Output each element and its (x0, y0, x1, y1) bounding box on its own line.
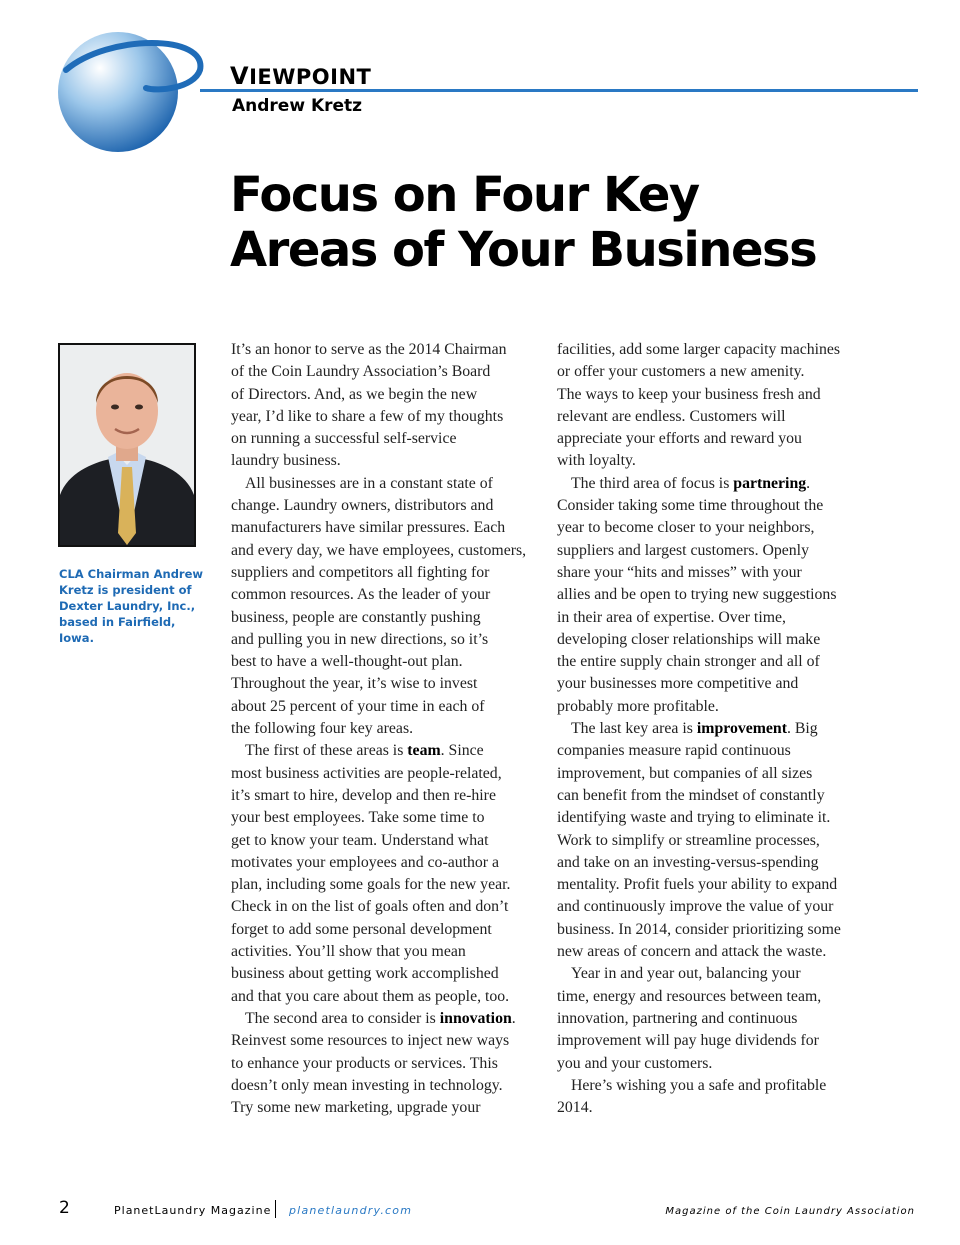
text-line: most business activities are people-related, (231, 764, 502, 782)
text-line: get to know your team. Understand what (231, 831, 489, 849)
text-line: improvement, but companies of all sizes (557, 764, 813, 782)
text-line: and that you care about them as people, too. (231, 987, 510, 1005)
text-line: Reinvest some resources to inject new ways (231, 1032, 510, 1050)
text-line: business, people are constantly pushing (231, 608, 481, 626)
text-line: . (806, 474, 811, 492)
text-line: time, energy and resources between team, (557, 987, 822, 1005)
website-link[interactable]: planetlaundry.com (289, 1204, 413, 1217)
text-line: doesn’t only mean investing in technology. (231, 1076, 503, 1094)
paragraph (231, 339, 531, 473)
text-line: new areas of concern and attack the waste. (557, 943, 827, 961)
text-line: improvement will pay huge dividends for (557, 1032, 819, 1050)
text-line: business about getting work accomplished (231, 965, 499, 983)
section-label: VIEWPOINT (230, 62, 372, 90)
text-line: plan, including some goals for the new year. (231, 876, 511, 894)
paragraph (231, 740, 531, 1008)
text-line: your businesses more competitive and (557, 675, 799, 693)
paragraph (557, 718, 857, 963)
text-line: motivates your employees and co-author a (231, 853, 500, 871)
text-line: common resources. As the leader of your (231, 586, 491, 604)
text-line: companies measure rapid continuous (557, 742, 791, 760)
text-line: The last key area is (571, 720, 697, 738)
text-line: developing closer relationships will make (557, 630, 821, 648)
page-number: 2 (59, 1198, 70, 1218)
text-line: best to have a well-thought-out plan. (231, 653, 463, 671)
keyword-partnering: partnering (733, 474, 807, 492)
author-photo (58, 343, 196, 547)
text-line: with loyalty. (557, 452, 636, 470)
text-line: probably more profitable. (557, 697, 719, 715)
photo-caption: CLA Chairman Andrew Kretz is president of Dexter Laundry, Inc., based in Fairfield, Iowa. (59, 567, 204, 645)
keyword-innovation: innovation (439, 1009, 512, 1027)
text-line: appreciate your efforts and reward you (557, 430, 802, 448)
text-line: . Since (440, 742, 484, 760)
text-line: . (511, 1009, 516, 1027)
article-column-2 (557, 339, 857, 1119)
headline-line-1: Focus on Four Key (230, 167, 699, 223)
text-line: The second area to consider is (245, 1009, 440, 1027)
paragraph (557, 1075, 857, 1120)
text-line: of the Coin Laundry Association’s Board (231, 363, 491, 381)
text-line: about 25 percent of your time in each of (231, 697, 485, 715)
text-line: manufacturers have similar pressures. Each (231, 519, 506, 537)
text-line: on running a successful self-service (231, 430, 457, 448)
text-line: Here’s wishing you a safe and profitable (571, 1076, 827, 1094)
portrait-image (60, 345, 194, 545)
text-line: . Big (786, 720, 818, 738)
text-line: it’s smart to hire, develop and then re-hire (231, 786, 496, 804)
article-column-1 (231, 339, 531, 1119)
text-line: in their area of expertise. Over time, (557, 608, 786, 626)
text-line: The first of these areas is (245, 742, 408, 760)
text-line: The ways to keep your business fresh and (557, 385, 821, 403)
text-line: Try some new marketing, upgrade your (231, 1099, 481, 1117)
text-line: forget to add some personal development (231, 920, 492, 938)
text-line: Check in on the list of goals often and don’t (231, 898, 509, 916)
text-line: activities. You’ll show that you mean (231, 943, 466, 961)
text-line: the following four key areas. (231, 720, 414, 738)
magazine-name: PlanetLaundry Magazine (114, 1204, 272, 1217)
text-line: It’s an honor to serve as the 2014 Chairman (231, 341, 507, 358)
page-footer (0, 1198, 960, 1224)
text-line: allies and be open to trying new suggestions (557, 586, 837, 604)
text-line: Year in and year out, balancing your (571, 965, 801, 983)
footer-divider (275, 1200, 276, 1218)
text-line: share your “hits and misses” with your (557, 563, 802, 581)
text-line: 2014. (557, 1099, 593, 1117)
magazine-tagline: Magazine of the Coin Laundry Association (665, 1206, 915, 1217)
paragraph (557, 339, 857, 473)
text-line: mentality. Profit fuels your ability to expand (557, 876, 838, 894)
author-byline: Andrew Kretz (232, 96, 363, 116)
paragraph (557, 963, 857, 1074)
text-line: year to become closer to your neighbors, (557, 519, 815, 537)
text-line: year, I’d like to share a few of my thoughts (231, 407, 504, 425)
article-headline (230, 168, 910, 278)
text-line: Consider taking some time throughout the (557, 497, 824, 515)
text-line: identifying waste and trying to eliminate it. (557, 809, 831, 827)
text-line: relevant are endless. Customers will (557, 407, 786, 425)
text-line: your best employees. Take some time to (231, 809, 485, 827)
paragraph (557, 473, 857, 718)
text-line: The third area of focus is (571, 474, 734, 492)
text-line: laundry business. (231, 452, 341, 470)
text-line: to enhance your products or services. This (231, 1054, 498, 1072)
text-line: the entire supply chain stronger and all of (557, 653, 820, 671)
text-line: business. In 2014, consider prioritizing some (557, 920, 841, 938)
text-line: or offer your customers a new amenity. (557, 363, 805, 381)
text-line: facilities, add some larger capacity machines (557, 341, 841, 358)
text-line: you and your customers. (557, 1054, 713, 1072)
headline-line-2: Areas of Your Business (230, 222, 817, 278)
text-line: and every day, we have employees, customers, (231, 541, 527, 559)
text-line: Throughout the year, it’s wise to invest (231, 675, 478, 693)
text-line: Work to simplify or streamline processes, (557, 831, 820, 849)
globe-logo-icon (48, 26, 208, 156)
text-line: and continuously improve the value of your (557, 898, 834, 916)
text-line: can benefit from the mindset of constantly (557, 786, 825, 804)
text-line: and pulling you in new directions, so it’s (231, 630, 489, 648)
text-line: All businesses are in a constant state of (245, 474, 493, 492)
keyword-team: team (407, 742, 441, 760)
paragraph (231, 1008, 531, 1119)
text-line: and take on an investing-versus-spending (557, 853, 819, 871)
text-line: suppliers and competitors all fighting for (231, 563, 490, 581)
text-line: of Directors. And, as we begin the new (231, 385, 478, 403)
paragraph (231, 473, 531, 741)
text-line: innovation, partnering and continuous (557, 1009, 798, 1027)
keyword-improvement: improvement (696, 720, 787, 738)
text-line: suppliers and largest customers. Openly (557, 541, 809, 559)
text-line: change. Laundry owners, distributors and (231, 497, 494, 515)
